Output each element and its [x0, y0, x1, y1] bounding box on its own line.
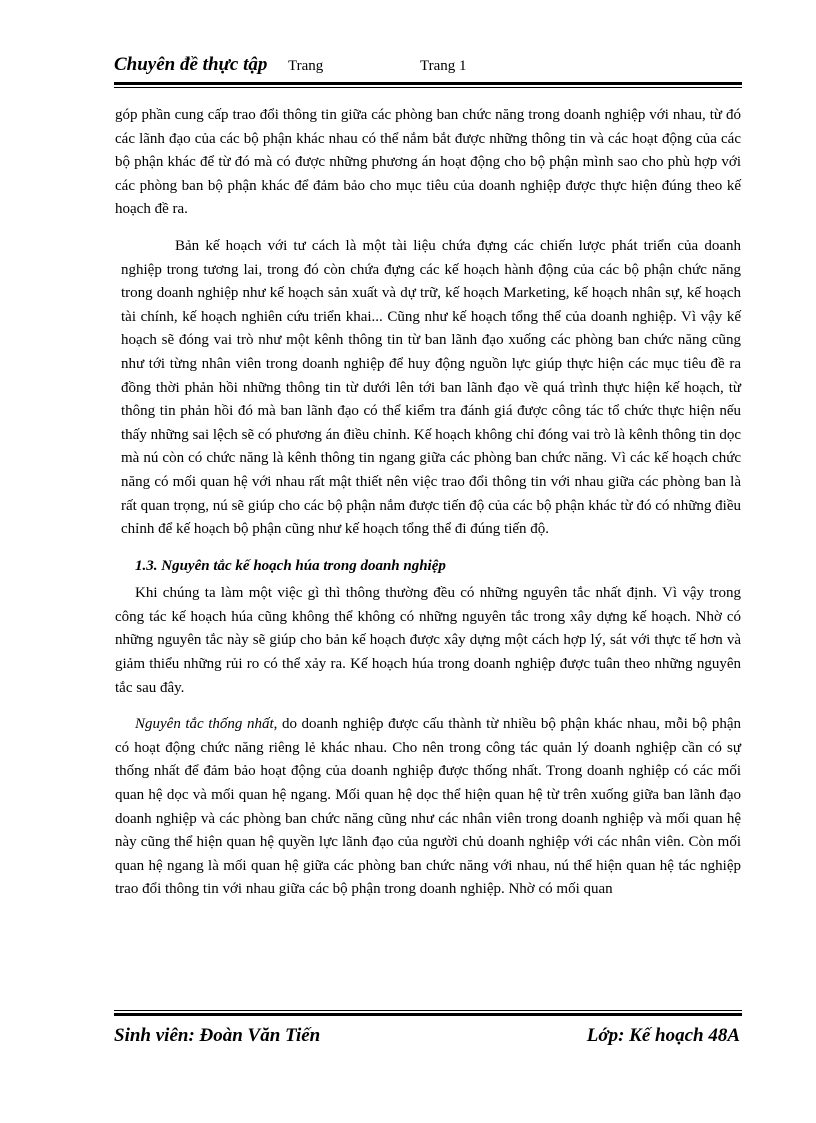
header-rule-thin [114, 87, 742, 88]
paragraph-4 [115, 713, 741, 902]
paragraph-3: Khi chúng ta làm một việc gì thì thông thường đều có những nguyên tắc nhất định. Vì vậy trong công tác kế hoạch húa cũng không thể không có những nguyên tắc trong xây dựng kế hoạch. Nhờ có những nguyên tắc này sẽ giúp cho bản kế hoạch được xây dựng một cách hợp lý, sát với thực tế hơn và giảm thiểu những rủi ro có thể xảy ra. Kế hoạch húa trong doanh nghiệp được tuân theo những nguyên tắc sau đây. [115, 585, 741, 696]
footer-rule-thick [114, 1013, 742, 1016]
header-trang-label: Trang [288, 58, 324, 74]
footer-rule-thin [114, 1010, 742, 1011]
paragraph-4-text: , do doanh nghiệp được cấu thành từ nhiều bộ phận khác nhau, mỗi bộ phận có hoạt động chức năng riêng lẻ khác nhau. Cho nên trong công tác quản lý doanh nghiệp cần có sự thống nhất để đảm bảo hoạt động của doanh nghiệp được thống nhất. Trong doanh nghiệp có các mối quan hệ dọc và mối quan hệ ngang. Mối quan hệ dọc thể hiện quan hệ từ trên xuống giữa ban lãnh đạo doanh nghiệp và các phòng ban chức năng cũng như các nhân viên trong doanh nghiệp và mối quan hệ này cũng thể hiện quan hệ quyền lực lãnh đạo của người chủ doanh nghiệp với các nhân viên. Còn mối quan hệ ngang là mối quan hệ giữa các phòng ban chức năng với nhau, nú thể hiện quan hệ tác nghiệp trao đổi thông tin với nhau giữa các bộ phận trong doanh nghiệp. Nhờ có mối quan [115, 716, 741, 898]
header-title: Chuyên đề thực tập [114, 54, 268, 75]
section-heading: 1.3. Nguyên tắc kế hoạch húa trong doanh nghiệp [135, 557, 446, 574]
page-footer [114, 1025, 742, 1053]
page-header [114, 52, 742, 82]
page-body [115, 104, 741, 902]
paragraph-2: Bản kế hoạch với tư cách là một tài liệu chứa đựng các chiến lược phát triển của doanh nghiệp trong tương lai, trong đó còn chứa đựng các kế hoạch hành động của các bộ phận chức năng trong doanh nghiệp như kế hoạch sản xuất và dự trữ, kế hoạch Marketing, kế hoạch nhân sự, kế hoạch tài chính, kế hoạch nghiên cứu triển khai... Cũng như kế hoạch tổng thể của doanh nghiệp. Vì vậy kế hoạch sẽ đóng vai trò như một kênh thông tin từ ban lãnh đạo xuống các phòng ban chức năng cũng như tới từng nhân viên trong doanh nghiệp để huy động nguồn lực giúp thực hiện các mục tiêu đề ra đồng thời phản hồi những thông tin từ dưới lên tới ban lãnh đạo về quá trình thực hiện kế hoạch, từ thông tin phản hồi đó mà ban lãnh đạo có thể kiểm tra đánh giá được công tác tổ chức thực hiện nếu thấy những sai lệch sẽ có phương án điều chỉnh. Kế hoạch không chỉ đóng vai trò là kênh thông tin dọc mà nú còn có chức năng là kênh thông tin ngang giữa các phòng ban chức năng. Vì các kế hoạch chức năng có mối quan hệ với nhau rất mật thiết nên việc trao đổi thông tin với nhau giữa các phòng ban là rất quan trọng, nú sẽ giúp cho các bộ phận nắm được tiến độ của các bộ phận khác từ đó có những điều chỉnh để kế hoạch bộ phận cũng như kế hoạch tổng thể đi đúng tiến độ. [121, 237, 741, 538]
footer-student: Sinh viên: Đoàn Văn Tiến [114, 1025, 321, 1046]
paragraph-4-lead: Nguyên tắc thống nhất [135, 716, 274, 733]
header-rule-thick [114, 82, 742, 85]
paragraph-1: góp phần cung cấp trao đổi thông tin giữa các phòng ban chức năng trong doanh nghiệp với nhau, từ đó các lãnh đạo của các bộ phận khác nhau có thể nắm bắt được những thông tin và các hoạt động của các bộ phận khác để từ đó mà có được những phương án hoạt động cho bộ phận mình sao cho phù hợp với các phòng ban bộ phận khác để đảm bảo cho mục tiêu của doanh nghiệp được thực hiện đúng theo kế hoạch đề ra. [115, 107, 741, 218]
footer-class: Lớp: Kế hoạch 48A [586, 1025, 740, 1046]
page-number: Trang 1 [420, 58, 467, 74]
